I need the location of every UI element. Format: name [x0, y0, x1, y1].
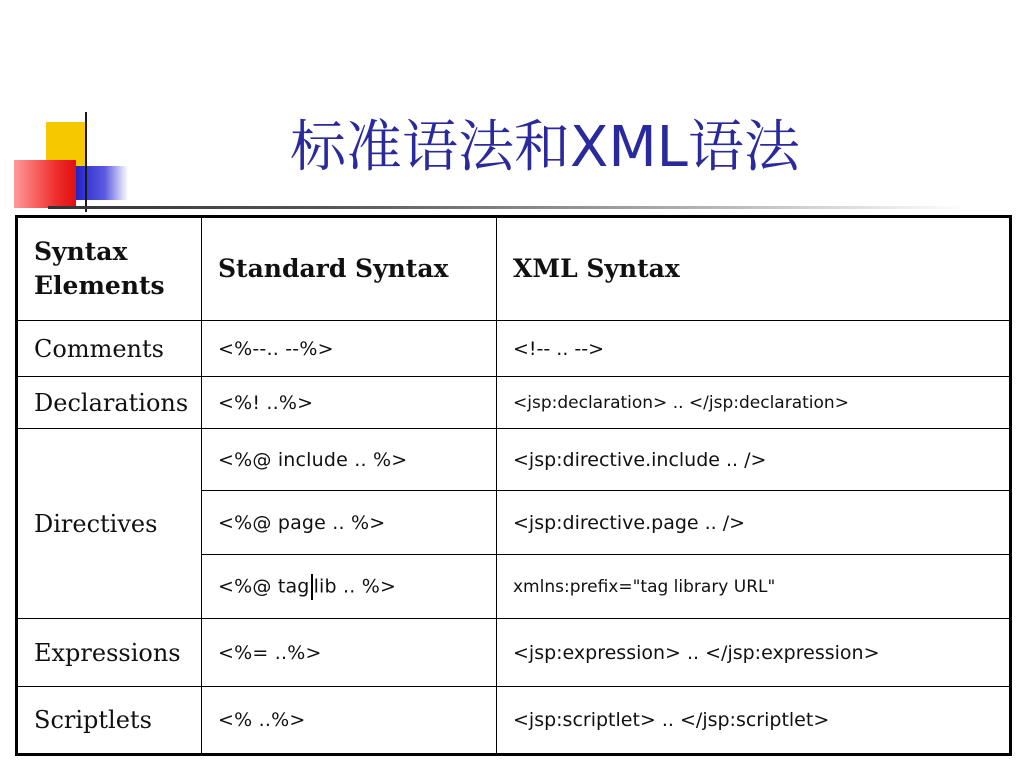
header-syntax-elements-line2: Elements: [34, 271, 165, 300]
row-standard: [202, 555, 497, 619]
header-syntax-elements-line1: Syntax: [34, 237, 128, 266]
logo-red-square: [14, 160, 76, 208]
row-element: Declarations: [17, 377, 202, 429]
row-xml: <jsp:directive.page .. />: [497, 491, 1011, 555]
row-xml: <!-- .. -->: [497, 321, 1011, 377]
row-xml: <jsp:expression> .. </jsp:expression>: [497, 619, 1011, 687]
header-xml-syntax: XML Syntax: [497, 217, 1011, 321]
row-standard-part-a: <%@ tag: [218, 575, 310, 597]
row-element: Comments: [17, 321, 202, 377]
row-element: Directives: [17, 429, 202, 619]
table-row: [17, 321, 1011, 377]
table-row: [17, 619, 1011, 687]
row-standard: <%@ page .. %>: [202, 491, 497, 555]
syntax-table: [15, 215, 1012, 756]
header-standard-syntax: Standard Syntax: [202, 217, 497, 321]
slide-title: 标准语法和XML语法: [290, 115, 800, 180]
table-row: [17, 429, 1011, 491]
row-standard: <%= ..%>: [202, 619, 497, 687]
row-standard-part-b: lib .. %>: [313, 575, 397, 597]
text-cursor: [311, 574, 313, 600]
row-xml: <jsp:directive.include .. />: [497, 429, 1011, 491]
row-standard: <%! ..%>: [202, 377, 497, 429]
table-row: [17, 687, 1011, 755]
row-xml: <jsp:declaration> .. </jsp:declaration>: [497, 377, 1011, 429]
title-underline: [48, 206, 968, 209]
logo-vertical-line: [85, 112, 87, 212]
row-standard: <%@ include .. %>: [202, 429, 497, 491]
header-syntax-elements: [17, 217, 202, 321]
logo-blue-square: [76, 166, 128, 200]
row-xml: <jsp:scriptlet> .. </jsp:scriptlet>: [497, 687, 1011, 755]
table-header-row: [17, 217, 1011, 321]
row-standard: <%--.. --%>: [202, 321, 497, 377]
table-row: [17, 377, 1011, 429]
row-element: Expressions: [17, 619, 202, 687]
row-standard: <% ..%>: [202, 687, 497, 755]
row-xml: xmlns:prefix="tag library URL": [497, 555, 1011, 619]
row-element: Scriptlets: [17, 687, 202, 755]
